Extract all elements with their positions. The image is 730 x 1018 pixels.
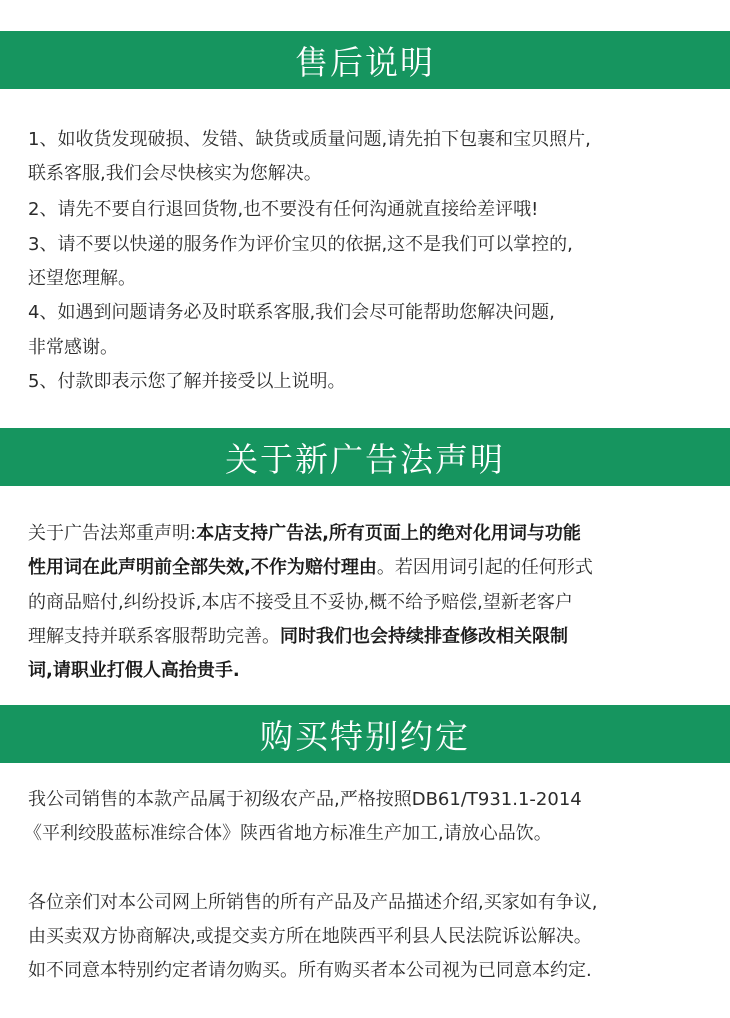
ad-law-header [0,428,730,486]
after-sales-line: 5、付款即表示您了解并接受以上说明。 [28,371,346,392]
ad-law-line [28,625,568,649]
after-sales-line: 联系客服,我们会尽快核实为您解决。 [28,163,322,184]
after-sales-line: 还望您理解。 [28,268,136,289]
after-sales-header [0,31,730,89]
after-sales-line: 3、请不要以快递的服务作为评价宝贝的依据,这不是我们可以掌控的, [28,234,573,255]
after-sales-line: 1、如收货发现破损、发错、缺货或质量问题,请先拍下包裹和宝贝照片, [28,129,591,150]
ad-law-text: 理解支持并联系客服帮助完善。 [28,626,280,647]
after-sales-line: 非常感谢。 [28,337,118,358]
ad-law-bold-text: 性用词在此声明前全部失效,不作为赔付理由 [28,557,377,578]
purchase-agreement-line: 如不同意本特别约定者请勿购买。所有购买者本公司视为已同意本约定. [28,960,592,981]
ad-law-line [28,556,593,580]
ad-law-line [28,522,581,546]
ad-law-text: 。若因用词引起的任何形式 [376,557,593,578]
ad-law-line [28,659,240,683]
purchase-agreement-line: 由买卖双方协商解决,或提交卖方所在地陕西平利县人民法院诉讼解决。 [28,926,592,947]
after-sales-line: 4、如遇到问题请务必及时联系客服,我们会尽可能帮助您解决问题, [28,302,555,323]
ad-law-line [28,591,573,615]
ad-law-text: 的商品赔付,纠纷投诉,本店不接受且不妥协,概不给予赔偿,望新老客户 [28,592,573,613]
purchase-agreement-line: 各位亲们对本公司网上所销售的所有产品及产品描述介绍,买家如有争议, [28,892,598,913]
purchase-agreement-title: 购买特别约定 [260,716,470,756]
ad-law-text: 关于广告法郑重声明: [28,523,197,544]
ad-law-bold-text: 同时我们也会持续排查修改相关限制 [280,626,568,647]
ad-law-bold-text: 词,请职业打假人高抬贵手. [28,660,240,681]
after-sales-title: 售后说明 [295,42,435,82]
purchase-agreement-line: 我公司销售的本款产品属于初级农产品,严格按照DB61/T931.1-2014 [28,789,582,810]
ad-law-title: 关于新广告法声明 [225,439,505,479]
ad-law-bold-text: 本店支持广告法,所有页面上的绝对化用词与功能 [196,523,581,544]
purchase-agreement-header [0,705,730,763]
after-sales-line: 2、请先不要自行退回货物,也不要没有任何沟通就直接给差评哦! [28,199,539,220]
purchase-agreement-line: 《平利绞股蓝标准综合体》陕西省地方标准生产加工,请放心品饮。 [24,823,552,844]
